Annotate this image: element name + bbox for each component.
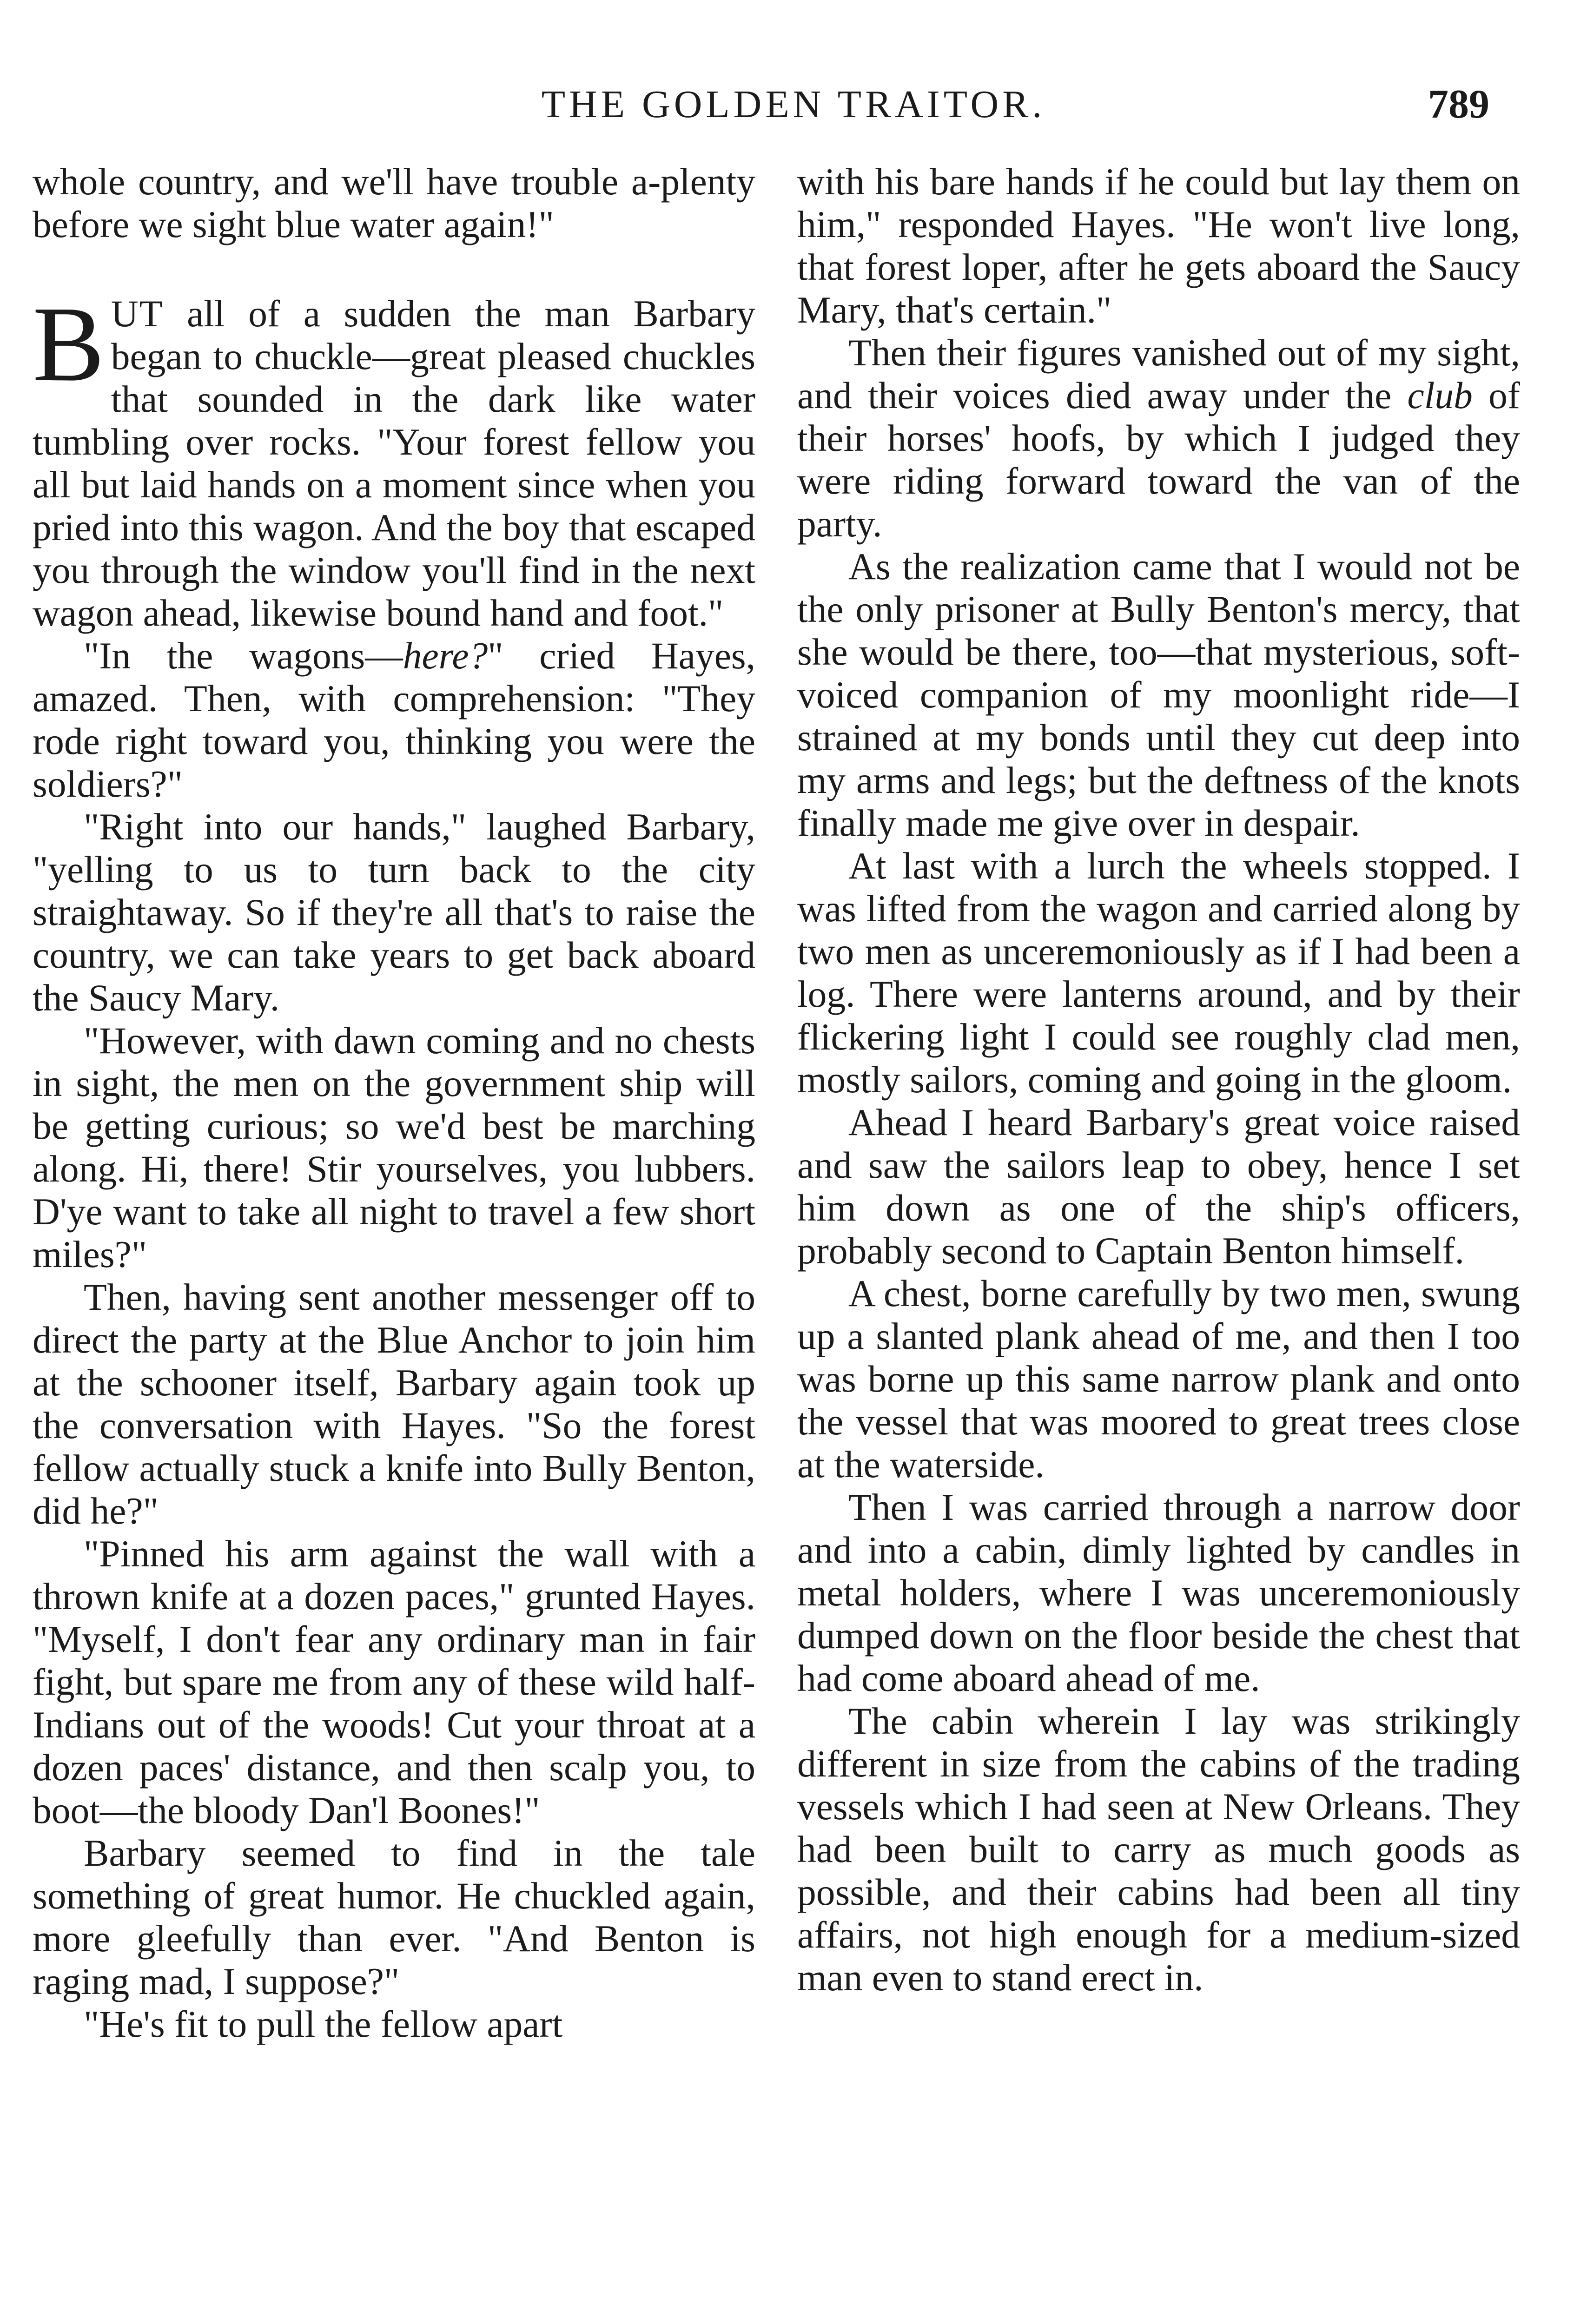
paragraph: Then, having sent another messenger off to direct the party at the Blue Anchor to join him at the schooner itself, Barbary again took up the conversation with Hayes. "So the forest fellow actually stuck a knife into Bully Benton, did he?" — [33, 1276, 755, 1532]
page-number: 789 — [1428, 82, 1489, 127]
paragraph — [797, 331, 1520, 545]
paragraph-text: of their horses' hoofs, by which I judged they were riding forward toward the van of the party. — [797, 374, 1521, 545]
paragraph: A chest, borne carefully by two men, swung up a slanted plank ahead of me, and then I too was borne up this same narrow plank and onto the vessel that was moored to great trees close at the waterside. — [797, 1272, 1520, 1486]
paragraph: The cabin wherein I lay was strikingly different in size from the cabins of the trading vessels which I had seen at New Orleans. They had been built to carry as much goods as possible, and their cabins had been all tiny affairs, not high enough for a medium-sized man even to stand erect in. — [797, 1700, 1520, 1999]
right-column — [797, 160, 1520, 1999]
paragraph-text: "In the wagons— — [84, 634, 403, 677]
paragraph-text: " cried Hayes, amazed. Then, with comprehension: "They rode right toward you, thinking you were the soldiers?" — [33, 634, 755, 805]
paragraph-text: Then their figures vanished out of my sight, and their voices died away under the — [797, 331, 1520, 416]
paragraph-text: all of a sudden the man Barbary began to chuckle—great pleased chuckles that sounded in the dark like water tumbling over rocks. "Your forest fellow you all but laid hands on a moment since when you pried into this wagon. And the boy that escaped you through the window you'll find in the next wagon ahead, likewise bound hand and foot." — [33, 292, 755, 634]
drop-cap: B — [33, 284, 105, 404]
paragraph-drop-cap — [33, 284, 755, 634]
paragraph: At last with a lurch the wheels stopped. I was lifted from the wagon and carried along by two men as unceremoniously as if I had been a log. There were lanterns around, and by their flickering light I could see roughly clad men, mostly sailors, coming and going in the gloom. — [797, 845, 1520, 1101]
italic-text: here? — [403, 634, 488, 677]
left-column — [33, 160, 755, 2046]
page-header — [28, 79, 1559, 130]
paragraph: As the realization came that I would not be the only prisoner at Bully Benton's mercy, that she would be there, too—that mysterious, soft-voiced companion of my moonlight ride—I strained at my bonds until they cut deep into my arms and legs; but the deftness of the knots finally made me give over in despair. — [797, 545, 1520, 844]
paragraph: whole country, and we'll have trouble a-plenty before we sight blue water again!" — [33, 160, 755, 245]
paragraph — [33, 634, 755, 805]
paragraph: "He's fit to pull the fellow apart — [84, 2003, 563, 2045]
running-title: THE GOLDEN TRAITOR. — [541, 83, 1046, 126]
paragraph: "Pinned his arm against the wall with a thrown knife at a dozen paces," grunted Hayes. "Myself, I don't fear any ordinary man in fair fight, but spare me from any of these wild half-Indians out of the woods! Cut your throat at a dozen paces' distance, and then scalp you, to boot—the bloody Dan'l Boones!" — [33, 1532, 755, 1831]
paragraph: Barbary seemed to find in the tale something of great humor. He chuckled again, more gleefully than ever. "And Benton is raging mad, I suppose?" — [33, 1832, 755, 2002]
paragraph: "However, with dawn coming and no chests in sight, the men on the government ship will be getting curious; so we'd best be marching along. Hi, there! Stir yourselves, you lubbers. D'ye want to take all night to travel a few short miles?" — [33, 1019, 755, 1275]
italic-text: club — [1407, 374, 1473, 416]
paragraph: Then I was carried through a narrow door and into a cabin, dimly lighted by candles in metal holders, where I was unceremoniously dumped down on the floor beside the chest that had come aboard ahead of me. — [797, 1486, 1520, 1699]
small-caps-lead: UT — [111, 292, 164, 335]
paragraph: with his bare hands if he could but lay them on him," responded Hayes. "He won't live long, that forest loper, after he gets aboard the Saucy Mary, that's certain." — [797, 160, 1520, 331]
paragraph: Ahead I heard Barbary's great voice raised and saw the sailors leap to obey, hence I set him down as one of the ship's officers, probably second to Captain Benton himself. — [797, 1101, 1520, 1272]
paragraph: "Right into our hands," laughed Barbary, "yelling to us to turn back to the city straightaway. So if they're all that's to raise the country, we can take years to get back aboard the Saucy Mary. — [33, 805, 755, 1019]
